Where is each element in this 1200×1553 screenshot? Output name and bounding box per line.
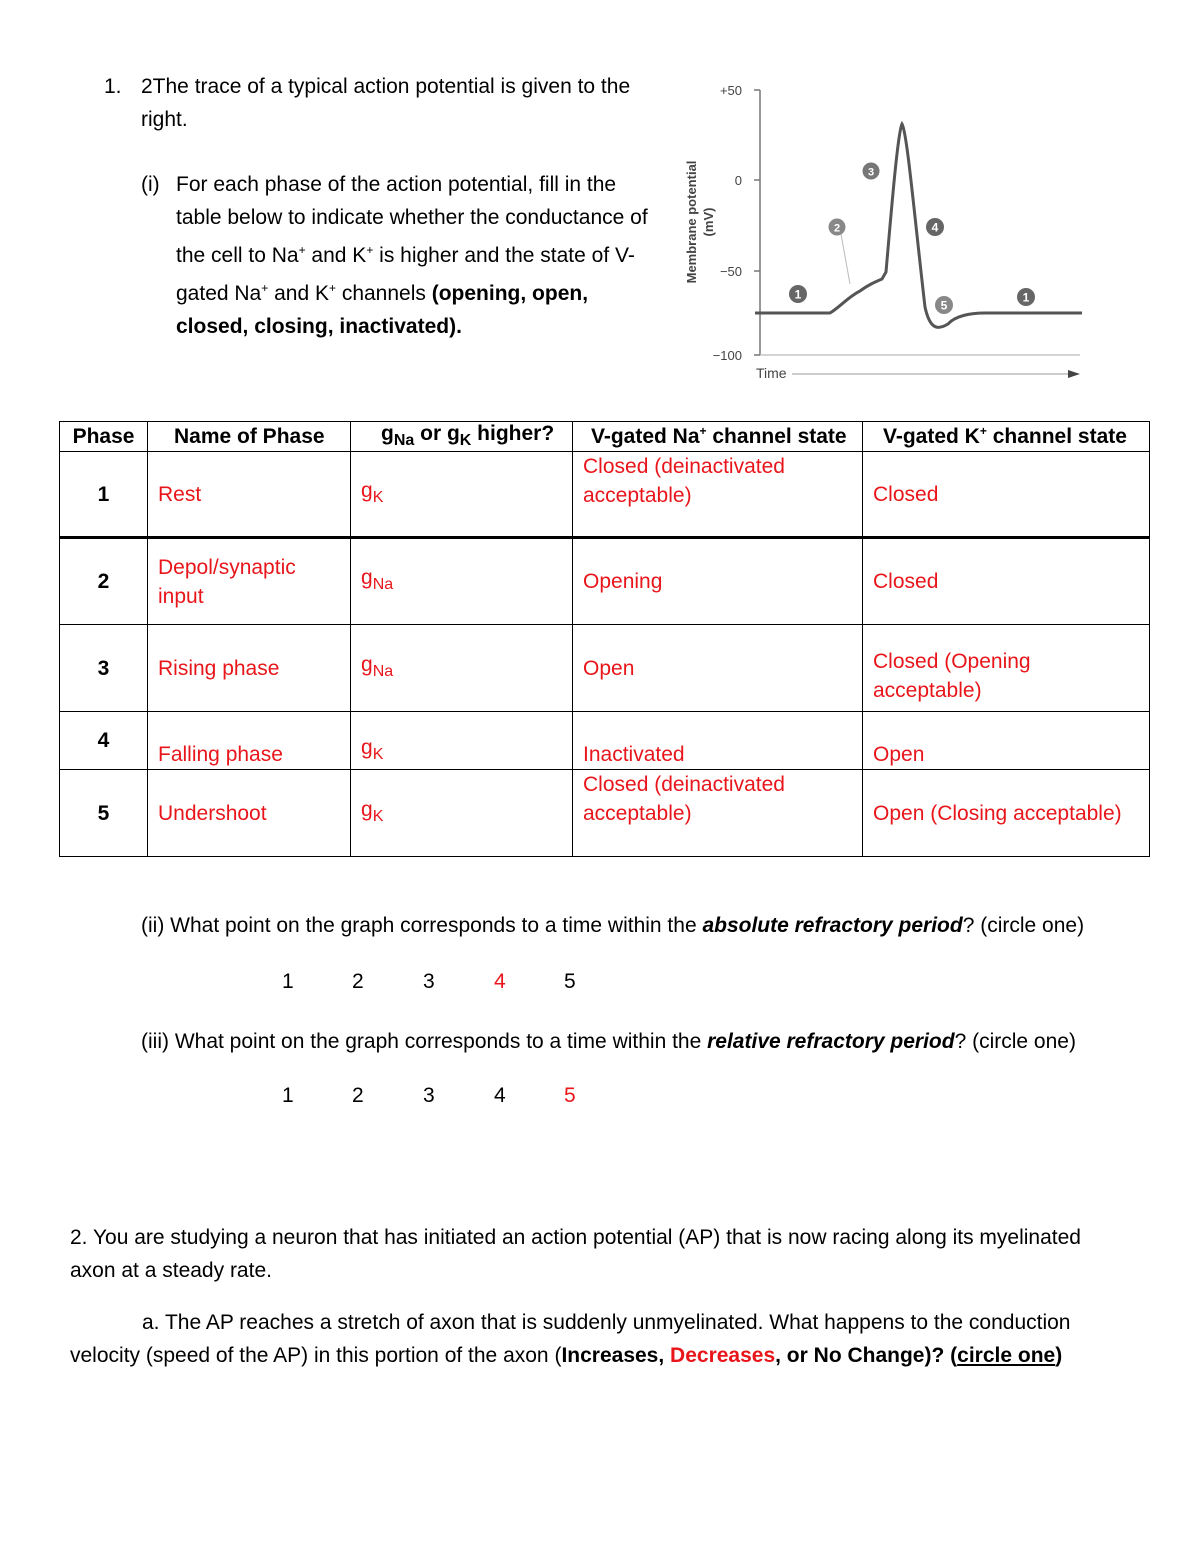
choice-2[interactable]: 2 (352, 970, 364, 993)
marker-2 (829, 219, 846, 236)
row-k-state: Closed (Opening acceptable) (863, 625, 1150, 712)
row-k-state: Closed (863, 452, 1150, 538)
choice-1[interactable]: 1 (282, 970, 294, 993)
header-na-state: V-gated Na+ channel state (573, 422, 863, 452)
q1-part-ii: (ii) What point on the graph corresponds to a time within the absolute refractory period? (circle one) (141, 914, 1085, 937)
choice-3[interactable]: 3 (423, 1084, 435, 1107)
row-name: Depol/synaptic input (148, 538, 351, 625)
svg-text:Membrane potential: Membrane potential (684, 160, 699, 284)
svg-text:1: 1 (794, 287, 802, 302)
action-potential-graph (670, 72, 1090, 392)
choice-4[interactable]: 4 (494, 1084, 506, 1107)
ytick-minus100: −100 (712, 348, 742, 363)
row-k-state: Open (Closing acceptable) (863, 770, 1150, 857)
option-no-change[interactable]: No Change (813, 1344, 925, 1367)
table-row (60, 538, 1150, 625)
q2-part-a: a. The AP reaches a stretch of axon that is suddenly unmyelinated. What happens to the conduction velocity (speed of the AP) in this portion of the axon (Increases, Decreases, or No Change)? (circle one) (70, 1311, 1071, 1367)
svg-text:2: 2 (833, 222, 841, 235)
row-phase: 1 (60, 452, 148, 538)
marker-4 (926, 218, 944, 236)
row-g: $g_K$ (351, 770, 573, 857)
choice-2[interactable]: 2 (352, 1084, 364, 1107)
row-na-state: Opening (573, 538, 863, 625)
header-k-state: V-gated K+ channel state (863, 422, 1150, 452)
choice-4-answer[interactable]: 4 (494, 970, 506, 993)
row-k-state: Open (863, 712, 1150, 770)
row-g: $g_{Na}$ (351, 538, 573, 625)
svg-text:1: 1 (1022, 290, 1030, 305)
table-header-row (60, 422, 1150, 452)
phase-table (59, 421, 1150, 857)
part-iii-choices (0, 1084, 1200, 1114)
choice-5-answer[interactable]: 5 (564, 1084, 576, 1107)
x-axis-label: Time (756, 365, 787, 381)
row-g: $g_{Na}$ (351, 625, 573, 712)
svg-text:5: 5 (940, 298, 948, 313)
q2-intro: 2. You are studying a neuron that has initiated an action potential (AP) that is now racing along its myelinated axon at a steady rate. (70, 1226, 1081, 1282)
row-name: Undershoot (148, 770, 351, 857)
row-na-state: Open (573, 625, 863, 712)
marker-5 (935, 296, 953, 314)
row-na-state: Inactivated (573, 712, 863, 770)
marker-3 (863, 163, 880, 180)
row-na-state: Closed (deinactivated acceptable) (573, 770, 863, 857)
table-row (60, 712, 1150, 770)
row-g: $g_K$ (351, 452, 573, 538)
row-na-state: Closed (deinactivated acceptable) (573, 452, 863, 538)
header-g: $g_{Na}$ or $g_K$ higher? (351, 422, 573, 452)
y-axis-label (684, 161, 716, 284)
row-phase: 2 (60, 538, 148, 625)
row-g: $g_K$ (351, 712, 573, 770)
choice-3[interactable]: 3 (423, 970, 435, 993)
marker-1-right (1017, 288, 1035, 306)
ytick-plus50: +50 (719, 83, 742, 98)
row-name: Falling phase (148, 712, 351, 770)
row-phase: 4 (60, 712, 148, 770)
ytick-0: 0 (734, 173, 742, 188)
row-name: Rest (148, 452, 351, 538)
header-phase: Phase (60, 422, 148, 452)
table-row (60, 452, 1150, 538)
ytick-minus50: −50 (719, 264, 742, 279)
choice-1[interactable]: 1 (282, 1084, 294, 1107)
q1-part-i-text: For each phase of the action potential, fill in the table below to indicate whether the conductance of the cell to Na+ and K+ is higher and the state of V-gated Na+ and K+ channels (opening, open, closed, closing, inactivated). (176, 173, 648, 338)
row-phase: 5 (60, 770, 148, 857)
row-phase: 3 (60, 625, 148, 712)
q1-part-iii: (iii) What point on the graph corresponds to a time within the relative refractory period? (circle one) (141, 1030, 1076, 1053)
svg-text:3: 3 (867, 166, 875, 179)
q1-intro: 2The trace of a typical action potential is given to the right. (141, 75, 631, 131)
part-ii-choices (0, 970, 1200, 1000)
marker-1-left (789, 285, 807, 303)
q1-number: 1. (104, 75, 122, 98)
header-name: Name of Phase (148, 422, 351, 452)
svg-text:4: 4 (931, 220, 939, 235)
q1-part-i-label: (i) (141, 173, 160, 196)
option-increases[interactable]: Increases (561, 1344, 659, 1367)
row-k-state: Closed (863, 538, 1150, 625)
option-decreases-answer[interactable]: Decreases (670, 1344, 776, 1367)
svg-text:(mV): (mV) (701, 207, 716, 237)
choice-5[interactable]: 5 (564, 970, 576, 993)
row-name: Rising phase (148, 625, 351, 712)
table-row (60, 770, 1150, 857)
table-row (60, 625, 1150, 712)
